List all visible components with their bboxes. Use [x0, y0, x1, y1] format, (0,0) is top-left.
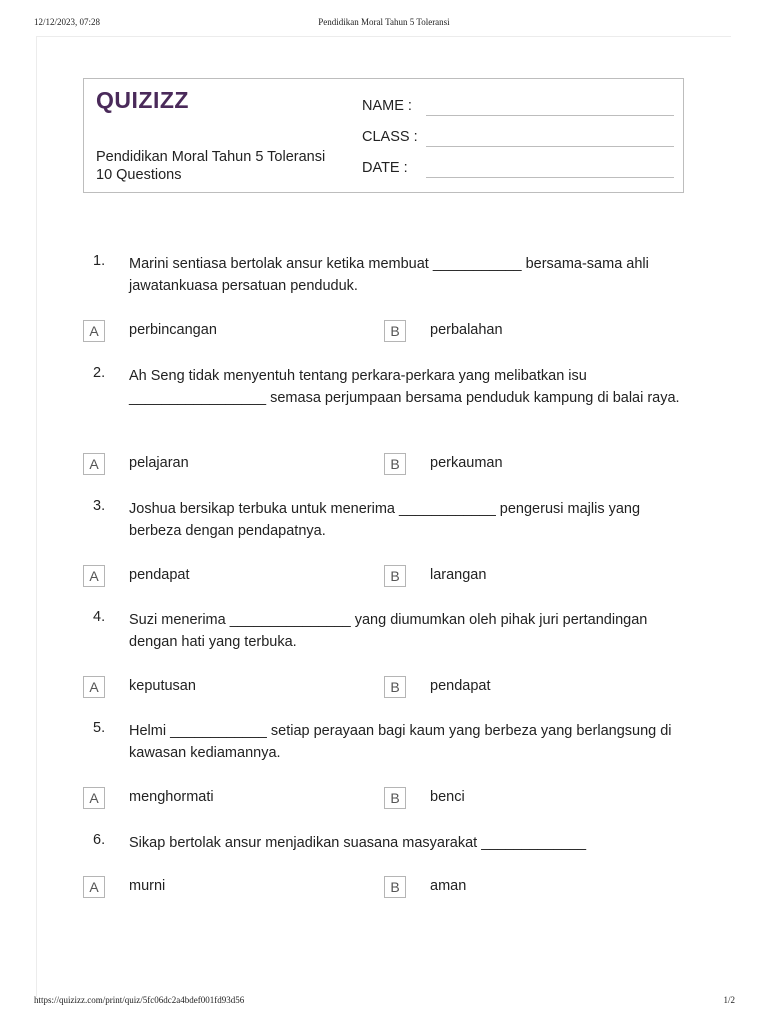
class-line: [426, 146, 674, 147]
print-datetime: 12/12/2023, 07:28: [34, 17, 101, 27]
question-number: 2.: [93, 365, 106, 381]
print-url: https://quizizz.com/print/quiz/5fc06dc2a4bdef001fd93d56: [34, 995, 245, 1005]
q6-option-a[interactable]: [83, 876, 343, 898]
date-label: DATE :: [362, 160, 408, 176]
option-text: murni: [129, 878, 166, 894]
option-text: pelajaran: [129, 455, 189, 471]
name-line: [426, 115, 674, 116]
q2-option-a[interactable]: [83, 453, 343, 475]
question-text: Ah Seng tidak menyentuh tentang perkara-perkara yang melibatkan isu _________________ semasa perjumpaan bersama penduduk kampung di balai raya.: [129, 368, 680, 406]
q3-option-a[interactable]: [83, 565, 343, 587]
option-text: perbincangan: [129, 322, 217, 338]
q1-option-b[interactable]: [384, 320, 644, 342]
option-letter-box: B: [384, 787, 406, 809]
option-text: pendapat: [129, 567, 190, 583]
option-letter-box: A: [83, 565, 105, 587]
name-field: [362, 91, 674, 117]
q4-option-b[interactable]: [384, 676, 644, 698]
option-letter-box: A: [83, 876, 105, 898]
question-text: Helmi ____________ setiap perayaan bagi kaum yang berbeza yang berlangsung di kawasan kediamannya.: [129, 723, 672, 761]
option-text: perbalahan: [430, 322, 503, 338]
class-field: [362, 122, 674, 148]
option-letter-box: B: [384, 453, 406, 475]
question-number: 6.: [93, 832, 106, 848]
q3-option-b[interactable]: [384, 565, 644, 587]
question-number: 1.: [93, 253, 106, 269]
q5-option-a[interactable]: [83, 787, 343, 809]
q6-option-b[interactable]: [384, 876, 644, 898]
print-title: Pendidikan Moral Tahun 5 Toleransi: [318, 17, 450, 27]
quiz-header-box: [83, 78, 684, 193]
q4-option-a[interactable]: [83, 676, 343, 698]
print-page-number: 1/2: [723, 995, 735, 1005]
option-letter-box: A: [83, 787, 105, 809]
option-text: perkauman: [430, 455, 503, 471]
option-letter-box: B: [384, 320, 406, 342]
date-line: [426, 177, 674, 178]
option-text: keputusan: [129, 678, 196, 694]
class-label: CLASS :: [362, 129, 418, 145]
question-text: Suzi menerima _______________ yang diumumkan oleh pihak juri pertandingan dengan hati yang terbuka.: [129, 612, 648, 650]
date-field: [362, 153, 674, 179]
question-text: Marini sentiasa bertolak ansur ketika membuat ___________ bersama-sama ahli jawatankuasa persatuan penduduk.: [129, 256, 649, 294]
quizizz-logo: QUIZIZZ: [96, 87, 189, 113]
option-letter-box: B: [384, 676, 406, 698]
option-letter-box: B: [384, 565, 406, 587]
question-count: 10 Questions: [96, 167, 182, 183]
quiz-title: Pendidikan Moral Tahun 5 Toleransi: [96, 149, 326, 165]
option-letter-box: A: [83, 453, 105, 475]
option-text: larangan: [430, 567, 487, 583]
option-text: pendapat: [430, 678, 491, 694]
question-number: 3.: [93, 498, 106, 514]
option-text: aman: [430, 878, 467, 894]
q1-option-a[interactable]: [83, 320, 343, 342]
question-number: 5.: [93, 720, 106, 736]
option-letter-box: A: [83, 320, 105, 342]
name-label: NAME :: [362, 98, 412, 114]
question-text: Sikap bertolak ansur menjadikan suasana masyarakat _____________: [129, 835, 587, 851]
option-letter-box: B: [384, 876, 406, 898]
question-text: Joshua bersikap terbuka untuk menerima ____________ pengerusi majlis yang berbeza dengan pendapatnya.: [129, 501, 641, 539]
q5-option-b[interactable]: [384, 787, 644, 809]
option-text: benci: [430, 789, 465, 805]
option-letter-box: A: [83, 676, 105, 698]
q2-option-b[interactable]: [384, 453, 644, 475]
question-number: 4.: [93, 609, 106, 625]
option-text: menghormati: [129, 789, 214, 805]
